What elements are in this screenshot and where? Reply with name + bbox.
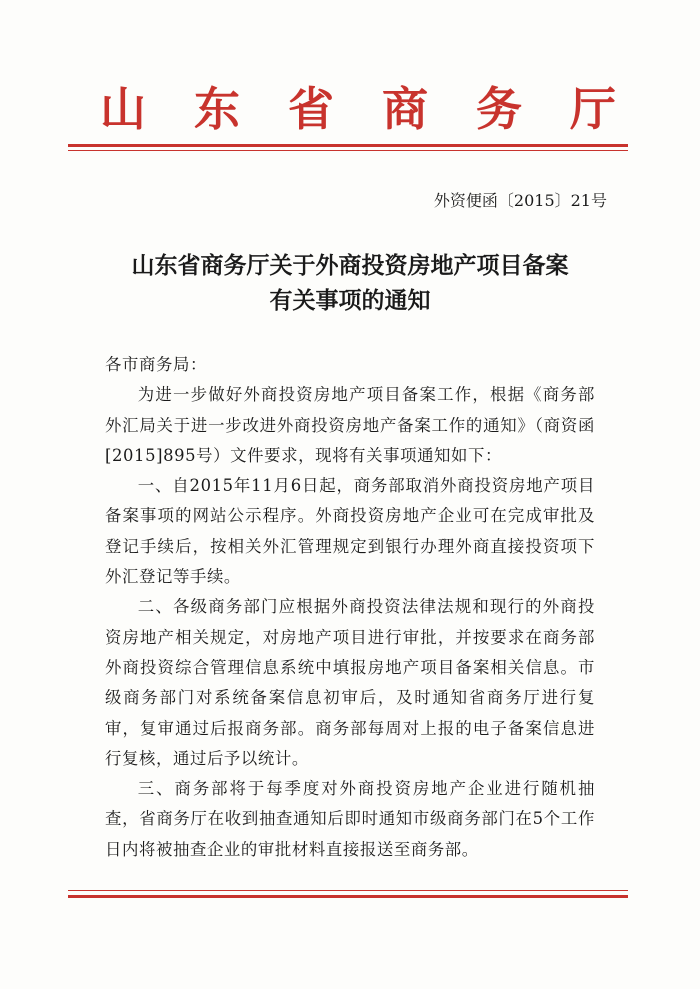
document-title-line2: 有关事项的通知 bbox=[269, 287, 431, 314]
document-number: 外资便函〔2015〕21号 bbox=[433, 191, 607, 210]
body-paragraph-item-1: 一、自2015年11月6日起，商务部取消外商投资房地产项目备案事项的网站公示程序。外商投资房地产企业可在完成审批及登记手续后，按相关外汇管理规定到银行办理外商直接投资项下外汇登记等手续。 bbox=[105, 476, 595, 587]
agency-masthead bbox=[0, 78, 700, 140]
footer-rule-thin bbox=[68, 890, 628, 891]
document-body bbox=[105, 350, 595, 865]
masthead-rule-thin bbox=[68, 150, 628, 151]
masthead-rule-thick bbox=[68, 144, 628, 147]
body-paragraph-item-2: 二、各级商务部门应根据外商投资法律法规和现行的外商投资房地产相关规定，对房地产项目进行审批，并按要求在商务部外商投资综合管理信息系统中填报房地产项目备案相关信息。市级商务部门对系统备案信息初审后，及时通知省商务厅进行复审，复审通过后报商务部。商务部每周对上报的电子备案信息进行复核，通过后予以统计。 bbox=[105, 597, 595, 768]
document-title-line1: 山东省商务厅关于外商投资房地产项目备案 bbox=[131, 252, 569, 279]
body-paragraph-item-3: 三、商务部将于每季度对外商投资房地产企业进行随机抽查，省商务厅在收到抽查通知后即时通知市级商务部门在5个工作日内将被抽查企业的审批材料直接报送至商务部。 bbox=[105, 779, 595, 859]
masthead-char: 务 bbox=[476, 82, 522, 136]
masthead-char: 厅 bbox=[570, 82, 616, 136]
salutation: 各市商务局： bbox=[105, 355, 207, 374]
masthead-char: 省 bbox=[288, 82, 334, 136]
masthead-char: 山 bbox=[100, 82, 146, 136]
body-paragraph-intro: 为进一步做好外商投资房地产项目备案工作，根据《商务部 外汇局关于进一步改进外商投资房地产备案工作的通知》（商资函[2015]895号）文件要求，现将有关事项通知如下： bbox=[105, 385, 595, 465]
masthead-char: 东 bbox=[194, 82, 240, 136]
footer-rule-thick bbox=[68, 895, 628, 898]
masthead-char: 商 bbox=[382, 82, 428, 136]
